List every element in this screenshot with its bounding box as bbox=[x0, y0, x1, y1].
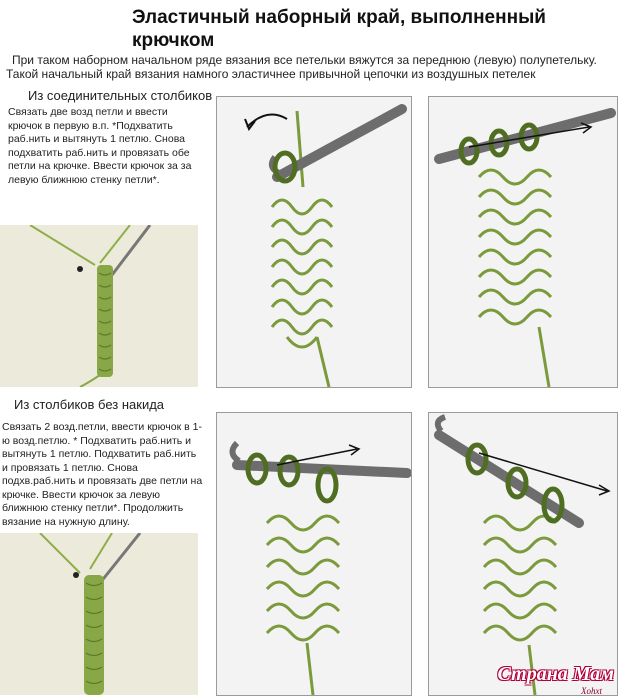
intro-text bbox=[6, 53, 618, 81]
photo-single-crochet-sample bbox=[0, 533, 198, 695]
illustration-single-crochet-step-2 bbox=[428, 412, 618, 696]
document-title: Эластичный наборный край, выполненный крючком bbox=[132, 7, 546, 51]
watermark-author: Xohxt bbox=[581, 686, 602, 696]
section-heading-single-crochet: Из столбиков без накида bbox=[14, 397, 165, 412]
illustration-single-crochet-step-1 bbox=[216, 412, 412, 696]
intro-line-2: Такой начальный край вязания намного эластичнее привычной цепочки из воздушных петелек bbox=[6, 67, 536, 81]
section-text-single-crochet: Связать 2 возд.петли, ввести крючок в 1-ю возд.петлю. * Подхватить раб.нить и вытянуть 1 петлю. Подхватить раб.нить и провязать 1 петлю. Снова подхв.раб.нить и провязать две петли на крючке. Ввести крючок за левую ближнюю стенку петли*. Продолжить вязание на нужную длину. bbox=[2, 421, 203, 528]
section-heading-slip-stitch: Из соединительных столбиков bbox=[28, 88, 213, 103]
intro-line-1: При таком наборном начальном ряде вязания все петельки вяжутся за переднюю (левую) полупетельку. bbox=[12, 53, 597, 67]
section-text-slip-stitch: Связать две возд петли и ввести крючок в первую в.п. *Подхватить раб.нить и вытянуть 1 петлю. Снова подхватить раб.нить и провязать обе петли на крючке. Ввести крючок за за левую ближнюю стенку петли*. bbox=[8, 106, 192, 186]
illustration-slip-stitch-step-2 bbox=[428, 96, 618, 388]
illustration-slip-stitch-step-1 bbox=[216, 96, 412, 388]
photo-slip-stitch-sample bbox=[0, 225, 198, 387]
watermark-brand: Страна Мам bbox=[497, 663, 614, 685]
